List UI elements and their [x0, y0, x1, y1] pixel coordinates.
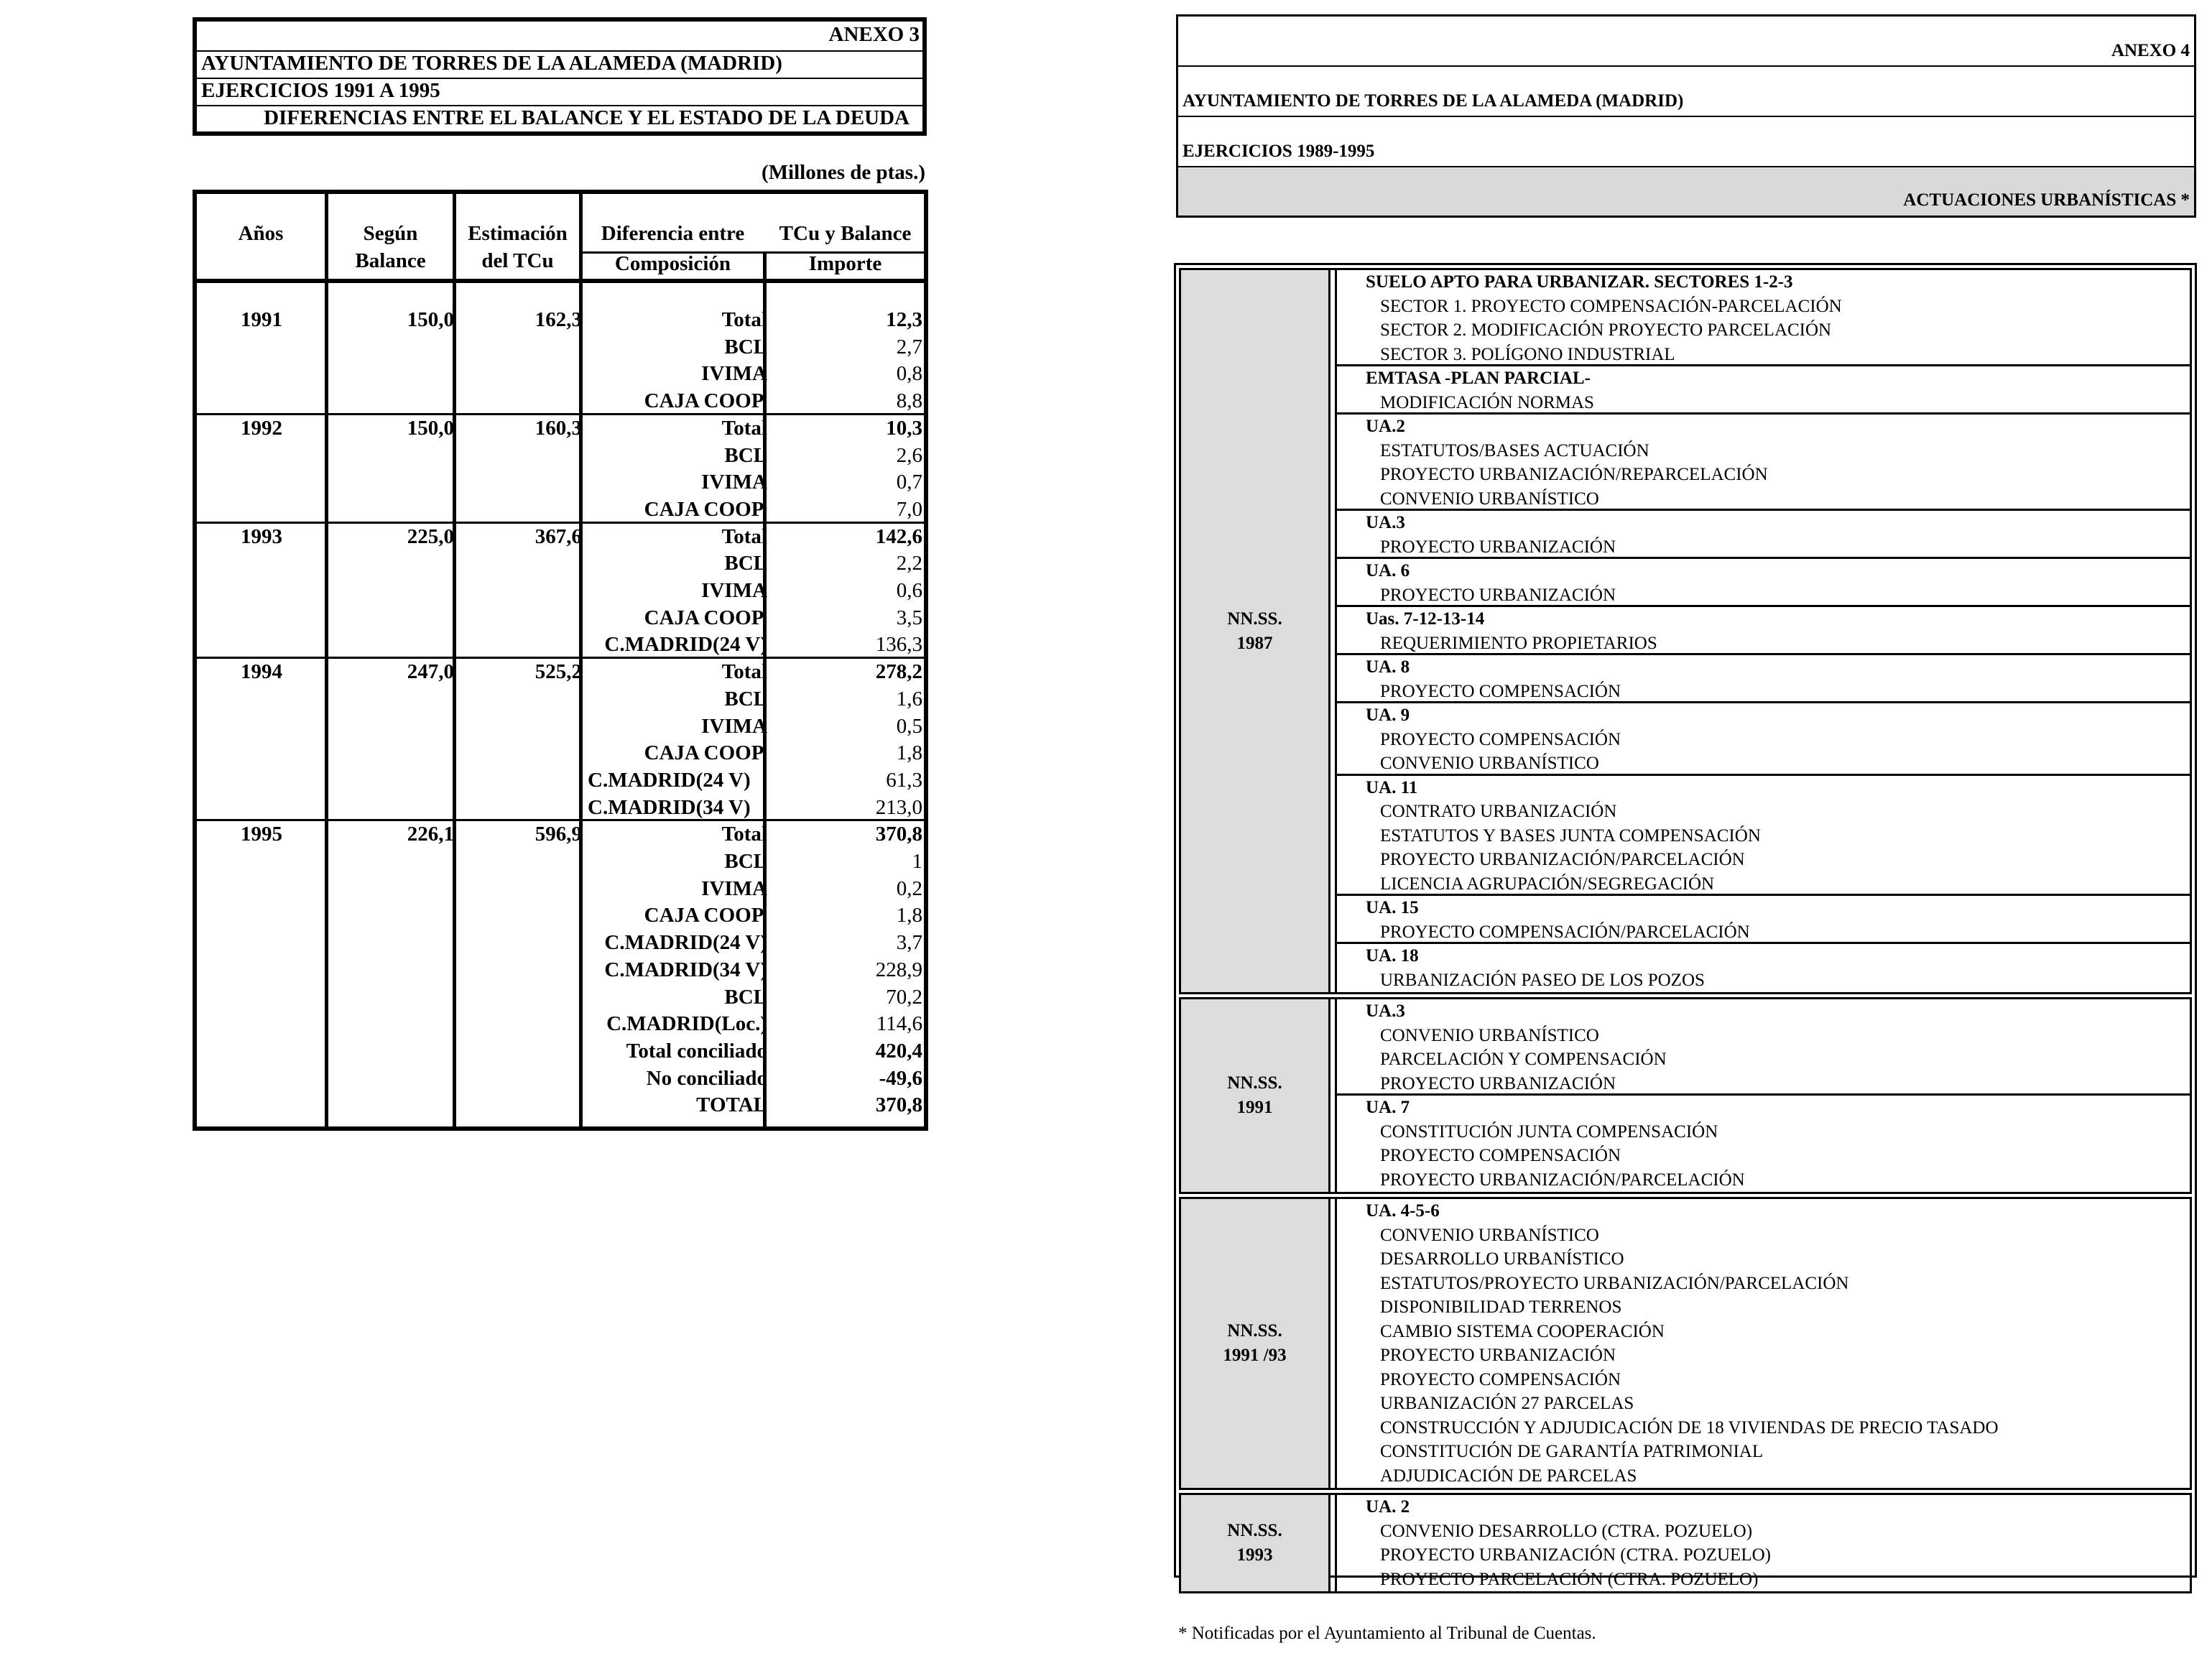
section-title: UA. 4-5-6 [1366, 1201, 1440, 1221]
estimate-cell: 162,3 [535, 308, 582, 331]
actuation-section [1337, 776, 2190, 897]
amount-cell: 8,8 [896, 389, 922, 413]
section-item: PROYECTO URBANIZACIÓN (CTRA. POZUELO) [1380, 1545, 1771, 1565]
actuation-section [1337, 999, 2190, 1096]
section-item: ESTATUTOS/BASES ACTUACIÓN [1380, 440, 1649, 461]
actuation-section [1337, 415, 2190, 511]
amount-cell: 142,6 [875, 524, 922, 548]
actuation-section [1337, 607, 2190, 655]
col-header-amount: Importe [808, 252, 882, 275]
section-item: ESTATUTOS Y BASES JUNTA COMPENSACIÓN [1380, 825, 1761, 846]
amount-cell: 2,6 [896, 443, 922, 467]
amount-cell: 7,0 [896, 497, 922, 521]
section-item: PROYECTO URBANIZACIÓN/PARCELACIÓN [1380, 1170, 1745, 1190]
section-item: URBANIZACIÓN 27 PARCELAS [1380, 1394, 1634, 1413]
amount-cell: 0,8 [896, 362, 922, 386]
year-cell: 1994 [241, 660, 282, 684]
anexo4-annex-label: ANEXO 4 [1178, 17, 2194, 67]
group-items [1335, 1199, 2190, 1488]
composition-cell: C.MADRID(24 V) [604, 931, 767, 955]
actuation-section [1337, 511, 2190, 559]
anexo4-table [1174, 263, 2197, 1589]
balance-cell: 150,0 [407, 308, 454, 331]
amount-cell: 136,3 [875, 633, 922, 657]
section-item: CONVENIO DESARROLLO (CTRA. POZUELO) [1380, 1521, 1753, 1541]
amount-cell: 2,2 [896, 552, 922, 575]
actuation-section [1337, 366, 2190, 415]
composition-cell: BCL [724, 552, 767, 575]
section-item: PROYECTO URBANIZACIÓN/REPARCELACIÓN [1380, 465, 1768, 484]
amount-cell: 114,6 [876, 1012, 922, 1036]
balance-cell: 150,0 [407, 416, 454, 440]
amount-cell: 10,3 [886, 416, 922, 440]
section-item: CONSTITUCIÓN DE GARANTÍA PATRIMONIAL [1380, 1442, 1764, 1461]
section-title: UA. 6 [1366, 561, 1410, 580]
composition-cell: Total [721, 308, 767, 331]
amount-cell: 12,3 [886, 308, 922, 331]
composition-cell: Total [721, 524, 767, 548]
section-title: UA. 15 [1366, 898, 1419, 917]
amount-cell: -49,6 [879, 1066, 922, 1090]
section-title: UA. 7 [1366, 1098, 1410, 1117]
col-header-balance-2: Balance [355, 249, 426, 272]
section-item: ADJUDICACIÓN DE PARCELAS [1380, 1466, 1637, 1486]
amount-cell: 370,8 [875, 823, 922, 846]
section-item: CONVENIO URBANÍSTICO [1380, 754, 1599, 773]
amount-cell: 278,2 [875, 660, 922, 684]
col-header-composition: Composición [614, 252, 731, 275]
composition-cell: Total [721, 823, 767, 846]
composition-cell: CAJA COOP. [644, 497, 767, 521]
composition-cell: IVIMA [701, 714, 767, 738]
section-title: UA. 2 [1366, 1497, 1410, 1517]
section-item: PROYECTO COMPENSACIÓN [1380, 1369, 1621, 1389]
section-item: LICENCIA AGRUPACIÓN/SEGREGACIÓN [1380, 874, 1715, 894]
amount-cell: 0,6 [896, 579, 922, 602]
section-item: URBANIZACIÓN PASEO DE LOS POZOS [1380, 970, 1705, 990]
composition-cell: CAJA COOP. [644, 904, 767, 927]
composition-cell: BCL [724, 335, 767, 358]
composition-cell: C.MADRID(Loc.) [606, 1012, 767, 1036]
group-label-line-1: NN.SS. [1227, 1521, 1282, 1540]
section-title: SUELO APTO PARA URBANIZAR. SECTORES 1-2-3 [1366, 272, 1793, 292]
year-cell: 1992 [241, 416, 282, 440]
estimate-cell: 160,3 [535, 416, 582, 440]
composition-cell: BCL [724, 687, 767, 711]
section-title: Uas. 7-12-13-14 [1366, 609, 1485, 629]
amount-cell: 2,7 [896, 335, 922, 358]
section-item: PROYECTO URBANIZACIÓN [1380, 1346, 1616, 1365]
section-item: PARCELACIÓN Y COMPENSACIÓN [1380, 1050, 1667, 1069]
actuation-section [1337, 1495, 2190, 1591]
composition-cell: Total [721, 660, 767, 684]
anexo4-entity: AYUNTAMIENTO DE TORRES DE LA ALAMEDA (MADRID) [1178, 67, 2194, 117]
col-header-diff-1: Diferencia entre [601, 222, 745, 245]
actuation-section [1337, 1199, 2190, 1488]
amount-cell: 61,3 [886, 768, 922, 792]
actuation-section [1337, 655, 2190, 703]
section-item: CONSTRUCCIÓN Y ADJUDICACIÓN DE 18 VIVIENDAS DE PRECIO TASADO [1380, 1417, 1999, 1438]
group-label-line-1: NN.SS. [1227, 1073, 1282, 1093]
composition-cell: TOTAL [696, 1093, 767, 1117]
anexo3-units: (Millones de ptas.) [762, 161, 925, 184]
estimate-cell: 596,9 [535, 823, 582, 846]
estimate-cell: 367,6 [535, 524, 582, 548]
section-item: PROYECTO URBANIZACIÓN/PARCELACIÓN [1380, 850, 1745, 869]
amount-cell: 1,8 [896, 741, 922, 765]
group-label-line-2: 1991 /93 [1223, 1346, 1287, 1365]
amount-cell: 420,4 [875, 1039, 922, 1063]
section-item: PROYECTO COMPENSACIÓN/PARCELACIÓN [1380, 922, 1750, 942]
actuation-section [1337, 270, 2190, 366]
section-item: CONTRATO URBANIZACIÓN [1380, 802, 1617, 821]
year-cell: 1993 [241, 524, 282, 548]
group-label-line-2: 1993 [1236, 1545, 1273, 1565]
amount-cell: 0,2 [896, 876, 922, 900]
section-title: UA. 9 [1366, 705, 1410, 725]
section-title: UA.3 [1366, 1001, 1405, 1021]
balance-cell: 247,0 [407, 660, 454, 684]
anexo3-subject: DIFERENCIAS ENTRE EL BALANCE Y EL ESTADO DE LA DEUDA [264, 106, 910, 129]
actuation-group [1179, 1197, 2192, 1490]
amount-cell: 228,9 [875, 958, 922, 981]
amount-cell: 3,7 [896, 931, 922, 955]
anexo4-subject: ACTUACIONES URBANÍSTICAS * [1178, 167, 2194, 216]
section-title: UA. 18 [1366, 946, 1419, 966]
composition-cell: C.MADRID(24 V) [604, 633, 767, 657]
actuation-section [1337, 1096, 2190, 1192]
actuation-section [1337, 559, 2190, 607]
group-items [1335, 1495, 2190, 1591]
estimate-cell: 525,2 [535, 660, 582, 684]
group-label [1181, 1199, 1331, 1488]
col-header-estimate-1: Estimación [468, 222, 568, 245]
group-label-line-1: NN.SS. [1227, 1321, 1282, 1341]
col-header-diff-2: TCu y Balance [779, 222, 912, 245]
amount-cell: 3,5 [896, 606, 922, 629]
amount-cell: 1,8 [896, 904, 922, 927]
col-header-years: Años [238, 222, 284, 245]
anexo3-period: EJERCICIOS 1991 A 1995 [197, 78, 922, 106]
composition-cell: C.MADRID(34 V) [588, 795, 751, 819]
anexo4-header [1176, 14, 2196, 218]
actuation-group [1179, 997, 2192, 1194]
group-label [1181, 1495, 1331, 1591]
balance-cell: 225,0 [407, 524, 454, 548]
section-item: PROYECTO COMPENSACIÓN [1380, 1146, 1621, 1165]
anexo3-table [193, 190, 928, 1131]
composition-cell: BCL [724, 443, 767, 467]
amount-cell: 70,2 [886, 985, 922, 1009]
section-item: DESARROLLO URBANÍSTICO [1380, 1249, 1624, 1269]
section-item: PROYECTO COMPENSACIÓN [1380, 729, 1621, 749]
composition-cell: Total conciliado [626, 1039, 767, 1063]
col-header-balance-1: Según [363, 222, 418, 245]
section-item: PROYECTO COMPENSACIÓN [1380, 681, 1621, 701]
actuation-group [1179, 1493, 2192, 1593]
section-item: REQUERIMIENTO PROPIETARIOS [1380, 633, 1657, 653]
composition-cell: Total [721, 416, 767, 440]
section-item: PROYECTO URBANIZACIÓN [1380, 585, 1616, 605]
section-item: ESTATUTOS/PROYECTO URBANIZACIÓN/PARCELACIÓN [1380, 1273, 1849, 1293]
composition-cell: No conciliado [646, 1066, 767, 1090]
anexo3-entity: AYUNTAMIENTO DE TORRES DE LA ALAMEDA (MADRID) [197, 50, 922, 79]
composition-cell: IVIMA [701, 876, 767, 900]
section-item: SECTOR 1. PROYECTO COMPENSACIÓN-PARCELACIÓN [1380, 296, 1842, 316]
amount-cell: 370,8 [875, 1093, 922, 1117]
composition-cell: C.MADRID(24 V) [588, 768, 751, 792]
section-title: UA. 11 [1366, 777, 1418, 797]
actuation-section [1337, 944, 2190, 992]
amount-cell: 213,0 [875, 795, 922, 819]
col-header-estimate-2: del TCu [481, 249, 554, 272]
section-item: SECTOR 2. MODIFICACIÓN PROYECTO PARCELACIÓN [1380, 320, 1832, 340]
composition-cell: C.MADRID(34 V) [604, 958, 767, 981]
section-title: EMTASA -PLAN PARCIAL- [1366, 369, 1591, 388]
composition-cell: IVIMA [701, 579, 767, 602]
section-item: CONVENIO URBANÍSTICO [1380, 1025, 1599, 1045]
group-label [1181, 999, 1331, 1192]
anexo3-header [193, 17, 927, 136]
section-item: SECTOR 3. POLÍGONO INDUSTRIAL [1380, 344, 1675, 364]
section-item: PROYECTO URBANIZACIÓN [1380, 1073, 1616, 1093]
group-items [1335, 270, 2190, 992]
section-item: DISPONIBILIDAD TERRENOS [1380, 1297, 1622, 1317]
group-label-line-2: 1987 [1236, 633, 1273, 653]
group-label [1181, 270, 1331, 992]
year-cell: 1995 [241, 823, 282, 846]
year-cell: 1991 [241, 308, 282, 331]
header-bottom-rule [197, 279, 924, 283]
group-label-line-2: 1991 [1236, 1098, 1273, 1117]
anexo4-period: EJERCICIOS 1989-1995 [1178, 117, 2194, 167]
amount-cell: 1,6 [896, 687, 922, 711]
anexo3-annex-label: ANEXO 3 [197, 22, 922, 52]
section-item: CONSTITUCIÓN JUNTA COMPENSACIÓN [1380, 1121, 1718, 1142]
composition-cell: BCL [724, 985, 767, 1009]
actuation-group [1179, 268, 2192, 994]
composition-cell: CAJA COOP. [644, 741, 767, 765]
composition-cell: IVIMA [701, 471, 767, 494]
anexo4-footnote: * Notificadas por el Ayuntamiento al Tribunal de Cuentas. [1178, 1624, 1596, 1643]
actuation-section [1337, 896, 2190, 944]
amount-cell: 0,7 [896, 471, 922, 494]
balance-cell: 226,1 [407, 823, 454, 846]
section-item: CONVENIO URBANÍSTICO [1380, 489, 1599, 509]
section-item: MODIFICACIÓN NORMAS [1380, 392, 1594, 412]
section-title: UA. 8 [1366, 657, 1410, 677]
section-title: UA.2 [1366, 417, 1405, 436]
actuation-section [1337, 703, 2190, 776]
composition-cell: BCL [724, 850, 767, 873]
section-item: CONVENIO URBANÍSTICO [1380, 1225, 1599, 1245]
composition-cell: CAJA COOP. [644, 606, 767, 629]
section-title: UA.3 [1366, 513, 1405, 532]
amount-cell: 1 [912, 850, 922, 873]
composition-cell: IVIMA [701, 362, 767, 386]
section-item: PROYECTO PARCELACIÓN (CTRA. POZUELO) [1380, 1569, 1759, 1589]
group-items [1335, 999, 2190, 1192]
amount-cell: 0,5 [896, 714, 922, 738]
group-label-line-1: NN.SS. [1227, 608, 1282, 629]
section-item: PROYECTO URBANIZACIÓN [1380, 537, 1616, 557]
section-item: CAMBIO SISTEMA COOPERACIÓN [1380, 1321, 1665, 1341]
composition-cell: CAJA COOP. [644, 389, 767, 413]
